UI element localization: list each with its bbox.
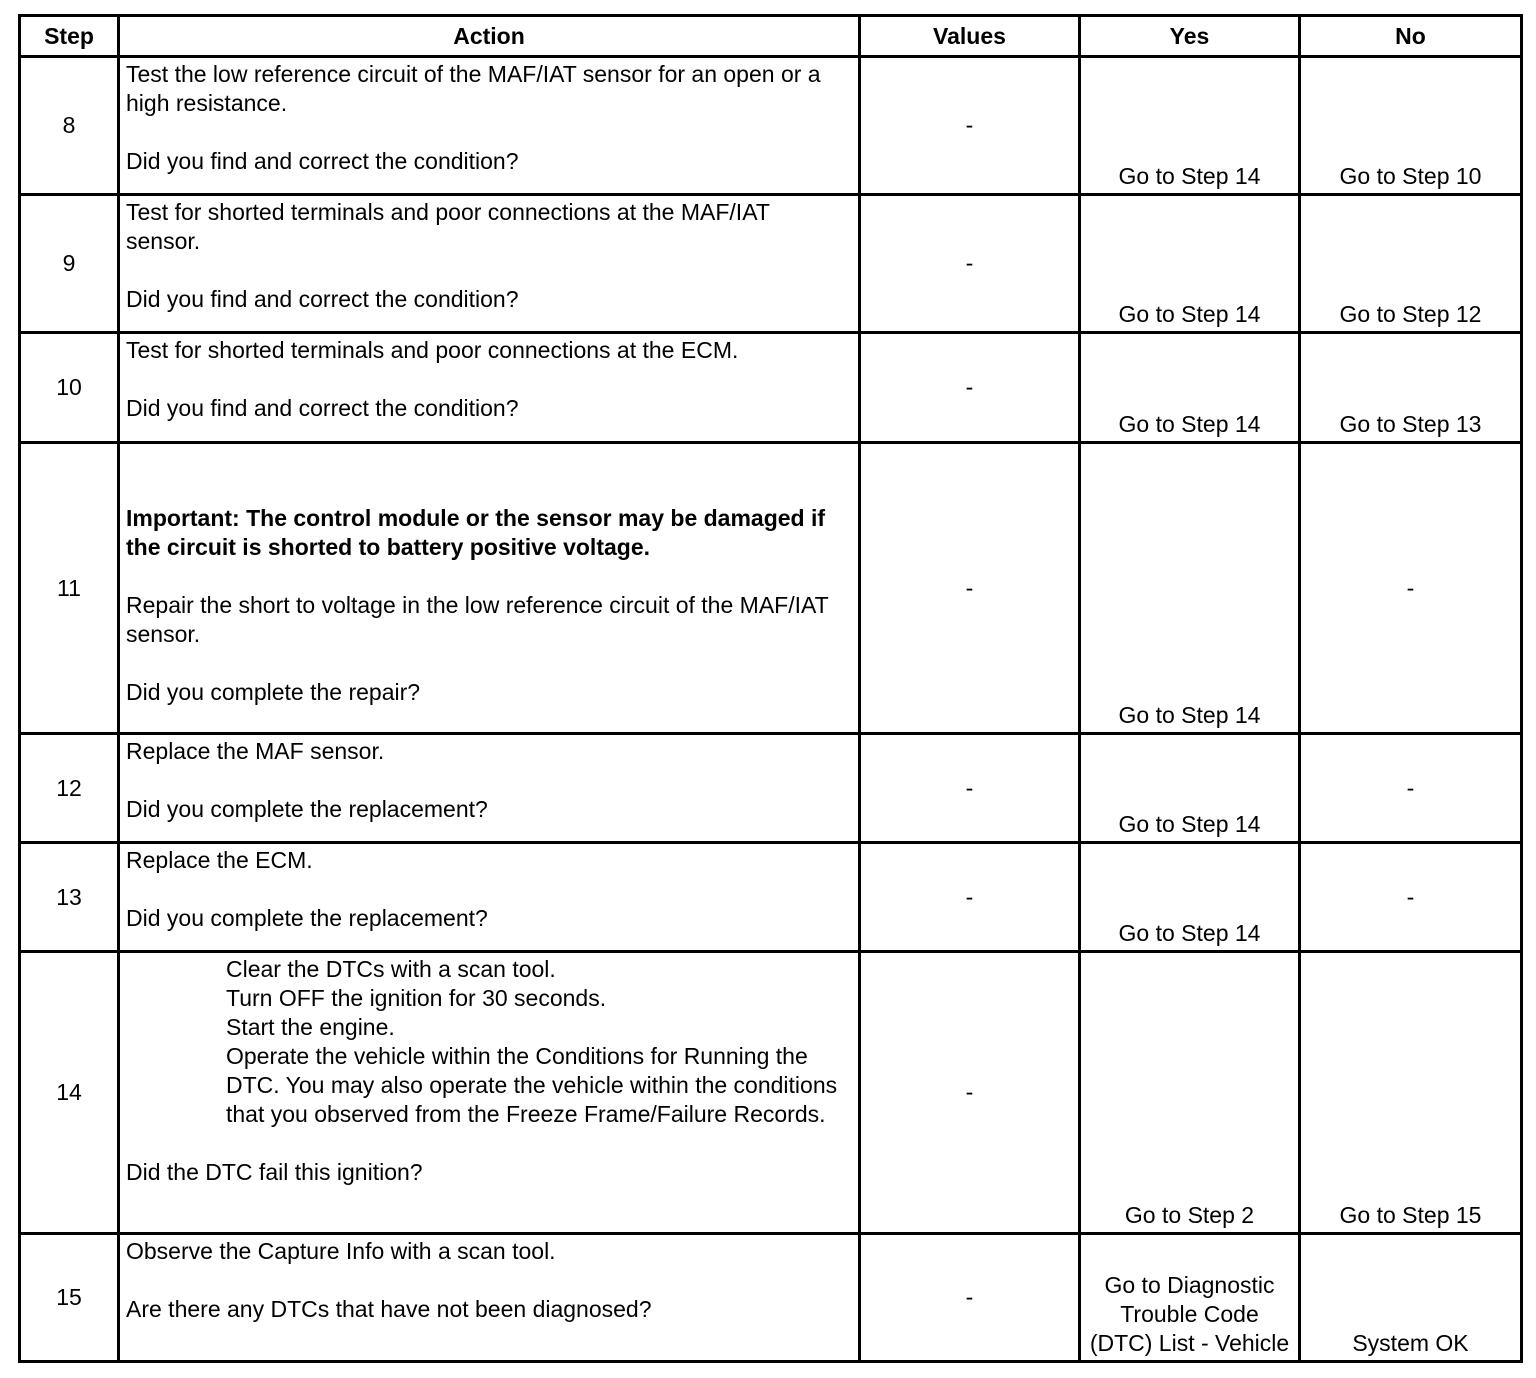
step-number: 8 xyxy=(20,57,119,195)
action-cell xyxy=(119,443,860,734)
action-text: Test the low reference circuit of the MAF/IAT sensor for an open or a high resistance. xyxy=(126,61,821,116)
yes-cell: Go to Step 14 xyxy=(1080,443,1300,734)
question-text: Did the DTC fail this ignition? xyxy=(126,1159,423,1185)
action-text: Test for shorted terminals and poor connections at the ECM. xyxy=(126,337,739,363)
action-cell xyxy=(119,1234,860,1362)
no-cell: - xyxy=(1300,843,1522,952)
table-row xyxy=(20,57,1522,195)
no-cell: - xyxy=(1300,734,1522,843)
step-number: 13 xyxy=(20,843,119,952)
action-cell xyxy=(119,57,860,195)
action-text: Repair the short to voltage in the low reference circuit of the MAF/IAT sensor. xyxy=(126,592,829,647)
table-row xyxy=(20,952,1522,1234)
step-number: 10 xyxy=(20,333,119,443)
header-values: Values xyxy=(860,16,1080,57)
yes-cell: Go to Step 14 xyxy=(1080,734,1300,843)
values-cell: - xyxy=(860,952,1080,1234)
header-yes: Yes xyxy=(1080,16,1300,57)
table-row xyxy=(20,195,1522,333)
action-cell xyxy=(119,333,860,443)
table-row xyxy=(20,843,1522,952)
substep: Start the engine. xyxy=(226,1014,395,1040)
yes-cell xyxy=(1080,1234,1300,1362)
question-text: Did you find and correct the condition? xyxy=(126,395,519,421)
question-text: Did you complete the replacement? xyxy=(126,905,488,931)
action-cell xyxy=(119,952,860,1234)
action-cell xyxy=(119,734,860,843)
table-row xyxy=(20,443,1522,734)
question-text: Did you complete the replacement? xyxy=(126,796,488,822)
header-step: Step xyxy=(20,16,119,57)
action-text: Observe the Capture Info with a scan tool. xyxy=(126,1238,556,1264)
no-cell: System OK xyxy=(1300,1234,1522,1362)
question-text: Did you find and correct the condition? xyxy=(126,148,519,174)
no-cell: - xyxy=(1300,443,1522,734)
action-text: Replace the MAF sensor. xyxy=(126,738,385,764)
step-number: 14 xyxy=(20,952,119,1234)
substep: Operate the vehicle within the Conditions for Running the DTC. You may also operate the vehicle within the conditions that you observed from the Freeze Frame/Failure Records. xyxy=(226,1043,838,1127)
no-cell: Go to Step 15 xyxy=(1300,952,1522,1234)
yes-cell: Go to Step 14 xyxy=(1080,843,1300,952)
substep-list xyxy=(126,955,838,1129)
substep: Clear the DTCs with a scan tool. xyxy=(226,956,556,982)
yes-cell: Go to Step 14 xyxy=(1080,195,1300,333)
no-cell: Go to Step 10 xyxy=(1300,57,1522,195)
table-row xyxy=(20,1234,1522,1362)
table-row xyxy=(20,333,1522,443)
action-text: Test for shorted terminals and poor connections at the MAF/IAT sensor. xyxy=(126,199,770,254)
values-cell: - xyxy=(860,57,1080,195)
step-number: 11 xyxy=(20,443,119,734)
action-text: Replace the ECM. xyxy=(126,847,313,873)
values-cell: - xyxy=(860,843,1080,952)
yes-cell: Go to Step 2 xyxy=(1080,952,1300,1234)
table-row xyxy=(20,734,1522,843)
question-text: Did you complete the repair? xyxy=(126,679,421,705)
important-note: Important: The control module or the sensor may be damaged if the circuit is shorted to battery positive voltage. xyxy=(126,505,826,560)
step-number: 12 xyxy=(20,734,119,843)
values-cell: - xyxy=(860,1234,1080,1362)
header-action: Action xyxy=(119,16,860,57)
step-number: 15 xyxy=(20,1234,119,1362)
action-cell xyxy=(119,843,860,952)
header-row xyxy=(20,16,1522,57)
values-cell: - xyxy=(860,443,1080,734)
no-cell: Go to Step 12 xyxy=(1300,195,1522,333)
values-cell: - xyxy=(860,333,1080,443)
values-cell: - xyxy=(860,195,1080,333)
diagnostic-table xyxy=(18,14,1523,1363)
step-number: 9 xyxy=(20,195,119,333)
yes-link-text: Go to Diagnostic Trouble Code (DTC) List - Vehicle xyxy=(1089,1272,1290,1356)
question-text: Did you find and correct the condition? xyxy=(126,286,519,312)
substep: Turn OFF the ignition for 30 seconds. xyxy=(226,985,607,1011)
yes-cell: Go to Step 14 xyxy=(1080,57,1300,195)
question-text: Are there any DTCs that have not been diagnosed? xyxy=(126,1296,652,1322)
action-cell xyxy=(119,195,860,333)
yes-cell: Go to Step 14 xyxy=(1080,333,1300,443)
no-cell: Go to Step 13 xyxy=(1300,333,1522,443)
values-cell: - xyxy=(860,734,1080,843)
header-no: No xyxy=(1300,16,1522,57)
